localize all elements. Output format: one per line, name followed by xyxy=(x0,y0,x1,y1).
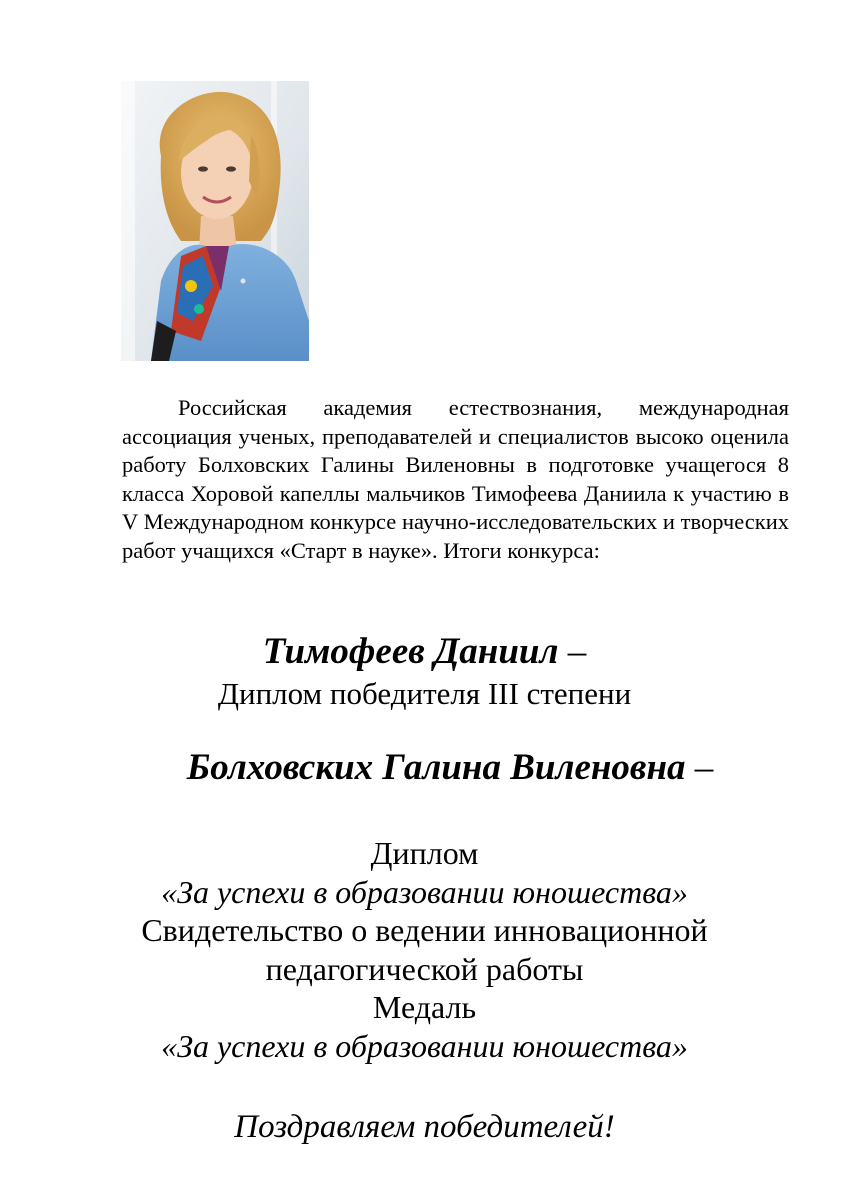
teacher-photo xyxy=(121,81,309,361)
intro-paragraph: Российская академия естествознания, международная ассоциация ученых, преподавателей и специалистов высоко оценила работу Болховских Галины Виленовны в подготовке учащегося 8 класса Хоровой капеллы мальчиков Тимофеева Даниила к участию в V Международном конкурсе научно-исследовательских и творческих работ учащихся «Старт в науке». Итоги конкурса: xyxy=(122,395,789,563)
winner-dash: – xyxy=(558,631,587,672)
teacher-heading xyxy=(0,746,849,790)
congratulations-text: Поздравляем победителей! xyxy=(234,1109,615,1145)
teacher-dash: – xyxy=(685,747,714,788)
award-medal: Медаль xyxy=(372,989,477,1025)
portrait-image xyxy=(121,81,309,361)
award-diploma: Диплом xyxy=(370,835,479,871)
teacher-name: Болховских Галина Виленовна xyxy=(186,747,686,788)
award-diploma-title: «За успехи в образовании юношества» xyxy=(161,873,688,910)
awards-list xyxy=(0,834,849,1065)
award-medal-title: «За успехи в образовании юношества» xyxy=(161,1027,688,1064)
winner-heading xyxy=(0,630,849,674)
award-certificate-line2: педагогической работы xyxy=(265,950,584,987)
winner-award: Диплом победителя III степени xyxy=(217,676,632,711)
winner-name: Тимофеев Даниил xyxy=(262,631,559,672)
award-certificate-line1: Свидетельство о ведении инновационной xyxy=(141,912,708,948)
